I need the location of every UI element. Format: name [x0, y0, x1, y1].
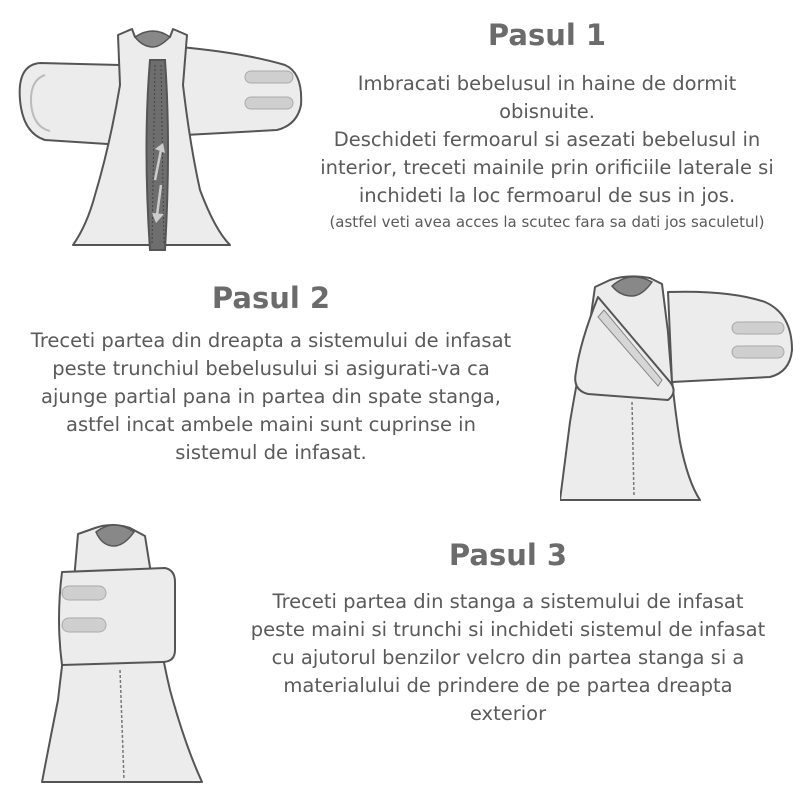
step-2-line-2: peste trunchiul bebelusului si asigurati-va ca [52, 357, 490, 380]
step-2-line-3: ajunge partial pana in partea din spate stanga, [41, 385, 501, 408]
step-1-line-1: Imbracati bebelusul in haine de dormit [357, 72, 737, 95]
step-1-line-2: obisnuite. [499, 100, 595, 123]
swaddle-open-zipper-icon [15, 25, 305, 255]
swaddle-right-wing-wrapped-icon [560, 272, 795, 512]
step-1-note: (astfel veti avea acces la scutec fara sa dati jos saculetul) [329, 213, 765, 231]
step-3-title: Pasul 3 [448, 538, 568, 572]
step-1-line-5: inchideti la loc fermoarul de sus in jos. [358, 184, 736, 207]
step-1-line-4: interior, treceti mainile prin orificiile laterale si [320, 156, 774, 179]
step-2-line-5: sistemul de infasat. [175, 441, 367, 464]
step-3-line-1: Treceti partea din stanga a sistemului de infasat [272, 590, 744, 613]
step-2-line-4: astfel incat ambele maini sunt cuprinse in [66, 413, 476, 436]
step-3-line-2: peste maini si trunchi si inchideti sistemul de infasat [250, 618, 766, 641]
step-2 [10, 281, 532, 467]
step-1 [302, 18, 792, 234]
step-3-line-5: exterior [469, 702, 547, 725]
swaddle-left-wing-closed-icon [40, 520, 215, 790]
step-2-title: Pasul 2 [211, 281, 331, 315]
step-1-line-3: Deschideti fermoarul si asezati bebelusul in [333, 128, 761, 151]
step-1-title: Pasul 1 [487, 18, 607, 52]
step-2-line-1: Treceti partea din dreapta a sistemului de infasat [30, 329, 512, 352]
step-3-line-3: cu ajutorul benzilor velcro din partea stanga si a [271, 646, 745, 669]
step-3 [238, 538, 778, 728]
step-3-line-4: materialului de prindere de pe partea dreapta [283, 674, 733, 697]
